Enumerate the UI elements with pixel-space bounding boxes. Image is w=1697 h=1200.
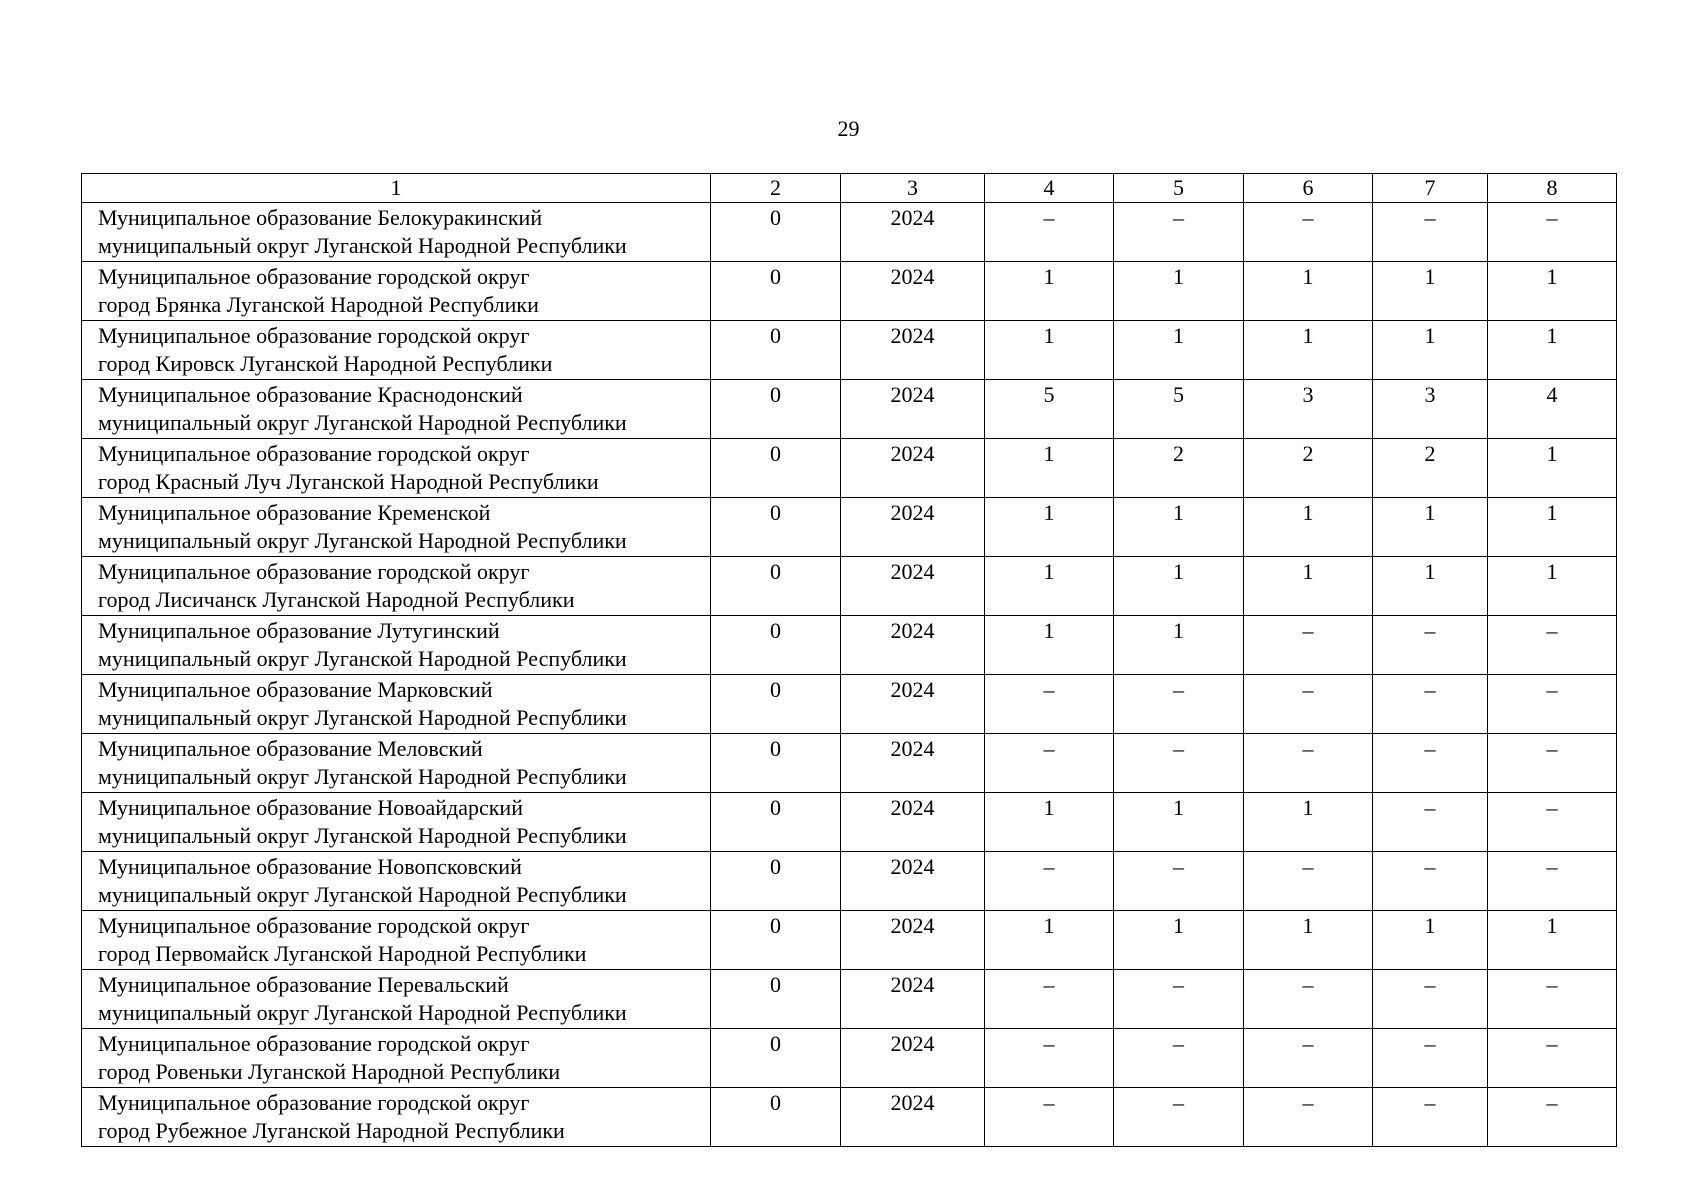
value-cell-c6: – bbox=[1244, 1088, 1373, 1147]
value-cell-c4: 1 bbox=[985, 616, 1114, 675]
value-cell-c2: 0 bbox=[711, 439, 841, 498]
municipality-name-line: Муниципальное образование городской округ bbox=[98, 264, 530, 289]
municipality-name-line: Муниципальное образование городской округ bbox=[98, 1031, 530, 1056]
value-cell-c5: 1 bbox=[1114, 557, 1244, 616]
value-cell-c7: – bbox=[1373, 675, 1488, 734]
data-table bbox=[81, 173, 1617, 1147]
value-cell-c6: 1 bbox=[1244, 911, 1373, 970]
value-cell-c4: – bbox=[985, 852, 1114, 911]
municipality-name-line: город Первомайск Луганской Народной Республики bbox=[98, 941, 587, 966]
municipality-name-cell bbox=[82, 1088, 711, 1147]
municipality-name-line: Муниципальное образование Кременской bbox=[98, 500, 491, 525]
municipality-name-cell bbox=[82, 557, 711, 616]
column-header: 6 bbox=[1244, 174, 1373, 203]
value-cell-c2: 0 bbox=[711, 498, 841, 557]
value-cell-c5: – bbox=[1114, 675, 1244, 734]
value-cell-c4: – bbox=[985, 1088, 1114, 1147]
municipality-name-line: Муниципальное образование городской округ bbox=[98, 913, 530, 938]
value-cell-c3: 2024 bbox=[841, 734, 985, 793]
value-cell-c2: 0 bbox=[711, 321, 841, 380]
table-row bbox=[82, 675, 1617, 734]
value-cell-c6: 1 bbox=[1244, 793, 1373, 852]
value-cell-c8: 1 bbox=[1488, 321, 1617, 380]
value-cell-c7: 1 bbox=[1373, 262, 1488, 321]
municipality-name-line: город Брянка Луганской Народной Республики bbox=[98, 292, 539, 317]
value-cell-c4: 1 bbox=[985, 557, 1114, 616]
value-cell-c3: 2024 bbox=[841, 675, 985, 734]
table-row bbox=[82, 734, 1617, 793]
value-cell-c8: – bbox=[1488, 1088, 1617, 1147]
value-cell-c7: – bbox=[1373, 1029, 1488, 1088]
value-cell-c6: 1 bbox=[1244, 321, 1373, 380]
municipality-name-line: муниципальный округ Луганской Народной Республики bbox=[98, 882, 627, 907]
value-cell-c3: 2024 bbox=[841, 439, 985, 498]
column-header: 8 bbox=[1488, 174, 1617, 203]
municipality-name-line: Муниципальное образование Белокуракинский bbox=[98, 205, 543, 230]
value-cell-c5: 1 bbox=[1114, 498, 1244, 557]
value-cell-c4: 1 bbox=[985, 911, 1114, 970]
value-cell-c5: 1 bbox=[1114, 616, 1244, 675]
value-cell-c5: – bbox=[1114, 1088, 1244, 1147]
municipality-name-cell bbox=[82, 262, 711, 321]
column-header: 4 bbox=[985, 174, 1114, 203]
value-cell-c4: 1 bbox=[985, 321, 1114, 380]
municipality-name-line: муниципальный округ Луганской Народной Республики bbox=[98, 764, 627, 789]
column-header: 1 bbox=[82, 174, 711, 203]
value-cell-c3: 2024 bbox=[841, 498, 985, 557]
municipality-name-cell bbox=[82, 203, 711, 262]
table-row bbox=[82, 203, 1617, 262]
value-cell-c6: – bbox=[1244, 734, 1373, 793]
value-cell-c7: – bbox=[1373, 203, 1488, 262]
value-cell-c6: – bbox=[1244, 675, 1373, 734]
value-cell-c6: 1 bbox=[1244, 498, 1373, 557]
value-cell-c3: 2024 bbox=[841, 616, 985, 675]
municipality-name-cell bbox=[82, 675, 711, 734]
municipality-name-cell bbox=[82, 380, 711, 439]
value-cell-c2: 0 bbox=[711, 852, 841, 911]
value-cell-c2: 0 bbox=[711, 911, 841, 970]
value-cell-c4: 1 bbox=[985, 439, 1114, 498]
value-cell-c3: 2024 bbox=[841, 970, 985, 1029]
value-cell-c5: – bbox=[1114, 852, 1244, 911]
table-row bbox=[82, 262, 1617, 321]
value-cell-c8: 1 bbox=[1488, 911, 1617, 970]
value-cell-c7: 1 bbox=[1373, 498, 1488, 557]
municipality-name-line: город Ровеньки Луганской Народной Республики bbox=[98, 1059, 561, 1084]
value-cell-c5: – bbox=[1114, 1029, 1244, 1088]
value-cell-c3: 2024 bbox=[841, 793, 985, 852]
table-row bbox=[82, 852, 1617, 911]
column-header: 5 bbox=[1114, 174, 1244, 203]
value-cell-c2: 0 bbox=[711, 1088, 841, 1147]
municipality-name-cell bbox=[82, 852, 711, 911]
value-cell-c7: – bbox=[1373, 734, 1488, 793]
value-cell-c3: 2024 bbox=[841, 1088, 985, 1147]
municipality-name-line: муниципальный округ Луганской Народной Республики bbox=[98, 646, 627, 671]
municipality-name-line: Муниципальное образование городской округ bbox=[98, 441, 530, 466]
value-cell-c8: 4 bbox=[1488, 380, 1617, 439]
municipality-name-line: муниципальный округ Луганской Народной Республики bbox=[98, 705, 627, 730]
table-row bbox=[82, 557, 1617, 616]
table-row bbox=[82, 1029, 1617, 1088]
value-cell-c8: 1 bbox=[1488, 262, 1617, 321]
municipality-name-line: муниципальный округ Луганской Народной Республики bbox=[98, 528, 627, 553]
value-cell-c6: 1 bbox=[1244, 557, 1373, 616]
table-body bbox=[82, 203, 1617, 1147]
value-cell-c7: 1 bbox=[1373, 557, 1488, 616]
municipality-name-cell bbox=[82, 616, 711, 675]
value-cell-c5: – bbox=[1114, 970, 1244, 1029]
municipality-name-line: Муниципальное образование Краснодонский bbox=[98, 382, 523, 407]
municipality-name-line: муниципальный округ Луганской Народной Республики bbox=[98, 410, 627, 435]
table-row bbox=[82, 380, 1617, 439]
value-cell-c7: – bbox=[1373, 616, 1488, 675]
value-cell-c3: 2024 bbox=[841, 557, 985, 616]
municipality-name-cell bbox=[82, 734, 711, 793]
value-cell-c5: 1 bbox=[1114, 793, 1244, 852]
value-cell-c6: – bbox=[1244, 1029, 1373, 1088]
municipality-name-cell bbox=[82, 321, 711, 380]
column-header: 3 bbox=[841, 174, 985, 203]
value-cell-c5: – bbox=[1114, 203, 1244, 262]
value-cell-c6: 3 bbox=[1244, 380, 1373, 439]
value-cell-c5: 1 bbox=[1114, 911, 1244, 970]
municipality-name-line: Муниципальное образование городской округ bbox=[98, 1090, 530, 1115]
value-cell-c3: 2024 bbox=[841, 203, 985, 262]
table-row bbox=[82, 616, 1617, 675]
value-cell-c2: 0 bbox=[711, 557, 841, 616]
municipality-name-cell bbox=[82, 1029, 711, 1088]
value-cell-c7: – bbox=[1373, 852, 1488, 911]
page-number: 29 bbox=[837, 116, 860, 141]
value-cell-c5: 1 bbox=[1114, 321, 1244, 380]
value-cell-c6: – bbox=[1244, 203, 1373, 262]
value-cell-c6: 1 bbox=[1244, 262, 1373, 321]
municipality-name-cell bbox=[82, 793, 711, 852]
value-cell-c5: 1 bbox=[1114, 262, 1244, 321]
municipality-name-line: Муниципальное образование Меловский bbox=[98, 736, 483, 761]
table-row bbox=[82, 911, 1617, 970]
table-row bbox=[82, 321, 1617, 380]
value-cell-c7: 1 bbox=[1373, 321, 1488, 380]
value-cell-c4: – bbox=[985, 1029, 1114, 1088]
value-cell-c2: 0 bbox=[711, 793, 841, 852]
value-cell-c7: 1 bbox=[1373, 911, 1488, 970]
municipality-name-line: муниципальный округ Луганской Народной Республики bbox=[98, 1000, 627, 1025]
value-cell-c8: – bbox=[1488, 793, 1617, 852]
column-header: 2 bbox=[711, 174, 841, 203]
municipality-name-line: Муниципальное образование городской округ bbox=[98, 323, 530, 348]
value-cell-c4: – bbox=[985, 970, 1114, 1029]
municipality-name-line: муниципальный округ Луганской Народной Республики bbox=[98, 233, 627, 258]
value-cell-c3: 2024 bbox=[841, 852, 985, 911]
value-cell-c8: – bbox=[1488, 616, 1617, 675]
value-cell-c8: – bbox=[1488, 852, 1617, 911]
value-cell-c4: – bbox=[985, 734, 1114, 793]
header-row bbox=[82, 174, 1617, 203]
value-cell-c3: 2024 bbox=[841, 321, 985, 380]
value-cell-c4: – bbox=[985, 675, 1114, 734]
value-cell-c4: 1 bbox=[985, 262, 1114, 321]
value-cell-c2: 0 bbox=[711, 380, 841, 439]
value-cell-c4: 1 bbox=[985, 793, 1114, 852]
value-cell-c8: 1 bbox=[1488, 439, 1617, 498]
value-cell-c8: 1 bbox=[1488, 557, 1617, 616]
municipality-name-cell bbox=[82, 439, 711, 498]
value-cell-c7: 3 bbox=[1373, 380, 1488, 439]
value-cell-c8: – bbox=[1488, 1029, 1617, 1088]
value-cell-c2: 0 bbox=[711, 203, 841, 262]
value-cell-c2: 0 bbox=[711, 616, 841, 675]
value-cell-c2: 0 bbox=[711, 970, 841, 1029]
municipality-name-line: город Кировск Луганской Народной Республики bbox=[98, 351, 553, 376]
value-cell-c6: – bbox=[1244, 970, 1373, 1029]
value-cell-c2: 0 bbox=[711, 1029, 841, 1088]
value-cell-c6: 2 bbox=[1244, 439, 1373, 498]
table-row bbox=[82, 439, 1617, 498]
value-cell-c8: – bbox=[1488, 734, 1617, 793]
value-cell-c8: – bbox=[1488, 970, 1617, 1029]
value-cell-c3: 2024 bbox=[841, 911, 985, 970]
value-cell-c2: 0 bbox=[711, 675, 841, 734]
value-cell-c7: 2 bbox=[1373, 439, 1488, 498]
municipality-name-line: город Лисичанск Луганской Народной Республики bbox=[98, 587, 575, 612]
municipality-name-line: Муниципальное образование Марковский bbox=[98, 677, 493, 702]
column-header: 7 bbox=[1373, 174, 1488, 203]
municipality-name-cell bbox=[82, 498, 711, 557]
value-cell-c4: – bbox=[985, 203, 1114, 262]
municipality-name-cell bbox=[82, 970, 711, 1029]
municipality-name-line: Муниципальное образование Перевальский bbox=[98, 972, 509, 997]
value-cell-c4: 5 bbox=[985, 380, 1114, 439]
value-cell-c7: – bbox=[1373, 970, 1488, 1029]
value-cell-c8: – bbox=[1488, 203, 1617, 262]
value-cell-c5: – bbox=[1114, 734, 1244, 793]
municipality-name-line: город Рубежное Луганской Народной Республики bbox=[98, 1118, 565, 1143]
value-cell-c2: 0 bbox=[711, 734, 841, 793]
value-cell-c3: 2024 bbox=[841, 380, 985, 439]
value-cell-c7: – bbox=[1373, 793, 1488, 852]
municipality-name-line: муниципальный округ Луганской Народной Республики bbox=[98, 823, 627, 848]
value-cell-c3: 2024 bbox=[841, 262, 985, 321]
table-row bbox=[82, 1088, 1617, 1147]
municipality-name-line: Муниципальное образование городской округ bbox=[98, 559, 530, 584]
municipality-name-line: Муниципальное образование Новопсковский bbox=[98, 854, 522, 879]
value-cell-c6: – bbox=[1244, 852, 1373, 911]
value-cell-c6: – bbox=[1244, 616, 1373, 675]
table-row bbox=[82, 793, 1617, 852]
value-cell-c8: 1 bbox=[1488, 498, 1617, 557]
municipality-name-line: город Красный Луч Луганской Народной Республики bbox=[98, 469, 599, 494]
municipality-name-line: Муниципальное образование Новоайдарский bbox=[98, 795, 523, 820]
municipality-name-cell bbox=[82, 911, 711, 970]
value-cell-c5: 5 bbox=[1114, 380, 1244, 439]
value-cell-c5: 2 bbox=[1114, 439, 1244, 498]
value-cell-c8: – bbox=[1488, 675, 1617, 734]
value-cell-c3: 2024 bbox=[841, 1029, 985, 1088]
value-cell-c2: 0 bbox=[711, 262, 841, 321]
value-cell-c7: – bbox=[1373, 1088, 1488, 1147]
value-cell-c4: 1 bbox=[985, 498, 1114, 557]
table-row bbox=[82, 970, 1617, 1029]
table-row bbox=[82, 498, 1617, 557]
municipality-name-line: Муниципальное образование Лутугинский bbox=[98, 618, 500, 643]
